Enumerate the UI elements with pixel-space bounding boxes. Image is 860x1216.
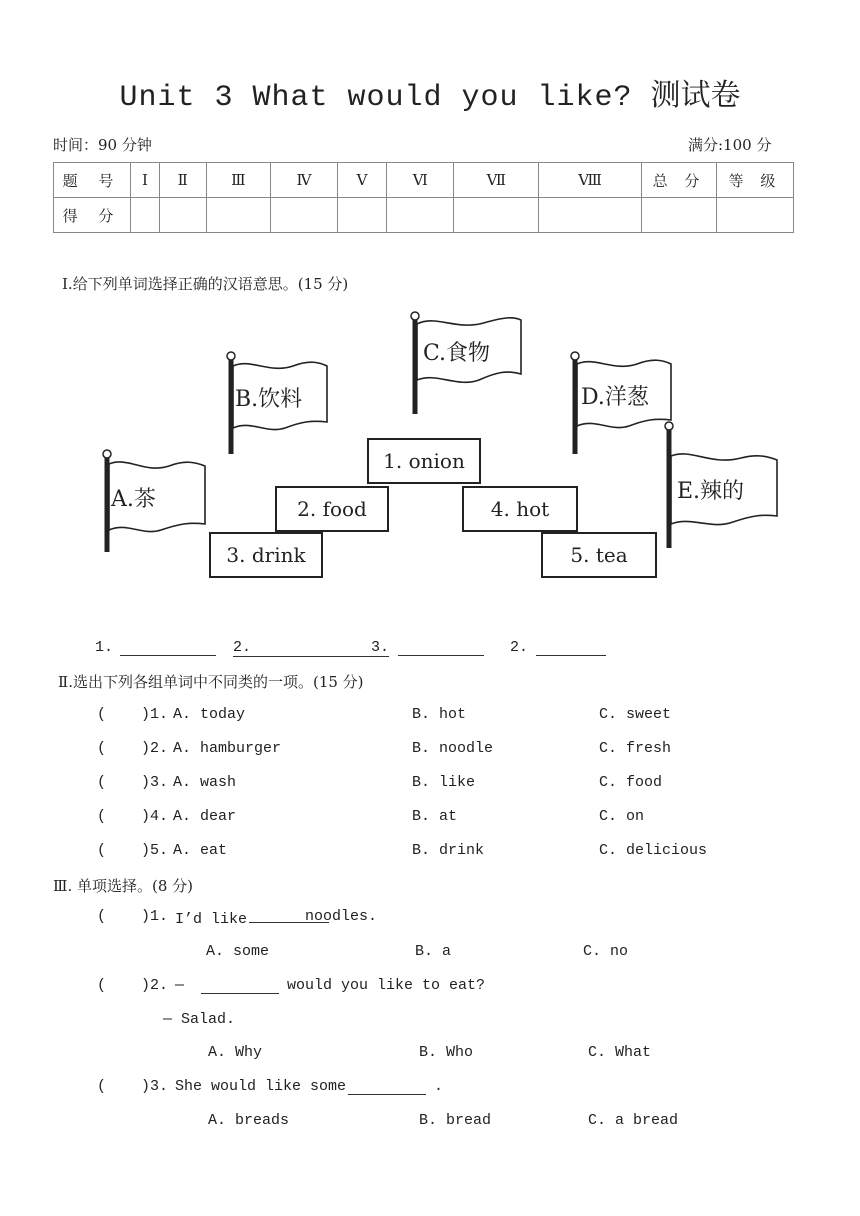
score-cell[interactable] [387,198,454,233]
table-cell: 题 号 [54,163,131,198]
table-cell: Ⅲ [206,163,271,198]
table-cell: Ⅱ [159,163,206,198]
option-a[interactable]: A. wash [173,774,237,791]
question-text-pre: I’d like [175,911,248,928]
question-number: )5. [141,842,169,859]
answer-blank[interactable] [398,641,484,656]
option-c[interactable]: C. on [599,808,645,825]
score-cell[interactable] [642,198,717,233]
flag-label: E.辣的 [677,479,745,504]
question-number: )4. [141,808,169,825]
table-cell: Ⅷ [539,163,642,198]
option-a[interactable]: A. some [206,943,270,960]
option-c[interactable]: C. food [599,774,663,791]
answer-blank[interactable] [536,641,606,656]
score-table-header-row [54,163,794,198]
question-text: She would like some [175,1078,347,1095]
option-c[interactable]: C. a bread [588,1112,679,1129]
flag-a [99,448,211,560]
flag-label: B.饮料 [235,387,303,412]
paren: ( [97,908,107,925]
question-response: — Salad. [163,1011,236,1028]
option-a[interactable]: A. hamburger [173,740,282,757]
option-b[interactable]: B. at [412,808,458,825]
question-number: )1. [141,706,169,723]
flag-label: A.茶 [111,487,156,512]
question-number: )2. [141,740,169,757]
flag-diagram [95,306,795,596]
paren: ( [97,842,107,859]
table-cell: Ⅶ [454,163,539,198]
option-b[interactable]: B. bread [419,1112,492,1129]
paren: ( [97,740,107,757]
score-cell[interactable] [539,198,642,233]
title-english: Unit 3 What would you like? [119,81,633,115]
answer-blank-underlined[interactable] [233,639,389,657]
option-a[interactable]: A. eat [173,842,228,859]
flag-label: C.食物 [423,341,491,366]
question-number: )3. [141,1078,169,1095]
section-1-heading: Ⅰ.给下列单词选择正确的汉语意思。(15 分) [62,275,349,293]
option-c[interactable]: C. sweet [599,706,672,723]
paren: ( [97,977,107,994]
question-text-post: . [434,1078,444,1095]
question-dash: — [175,977,185,994]
table-cell: Ⅵ [387,163,454,198]
flag-b [223,350,335,464]
word-box-hot: 4. hot [462,486,578,532]
word-box-food: 2. food [275,486,389,532]
table-cell: Ⅴ [337,163,386,198]
section-3-heading: Ⅲ. 单项选择。(8 分) [53,877,194,895]
table-cell: 总 分 [642,163,717,198]
paren: ( [97,808,107,825]
question-number: )2. [141,977,169,994]
word-box-drink: 3. drink [209,532,323,578]
score-table [53,162,794,233]
answer-label: 2. [510,639,529,656]
answer-label: 1. [95,639,114,656]
answer-label: 3. [371,639,390,656]
answer-label: 2. [233,639,252,656]
paren: ( [97,774,107,791]
question-text-post: noodles. [305,908,378,925]
answer-blank[interactable] [201,979,279,994]
word-box-tea: 5. tea [541,532,657,578]
table-cell: Ⅳ [271,163,338,198]
option-b[interactable]: B. noodle [412,740,494,757]
option-a[interactable]: A. today [173,706,246,723]
option-c[interactable]: C. no [583,943,629,960]
option-c[interactable]: C. delicious [599,842,708,859]
option-a[interactable]: A. breads [208,1112,290,1129]
table-cell: Ⅰ [131,163,160,198]
option-a[interactable]: A. dear [173,808,237,825]
table-cell: 得 分 [54,198,131,233]
option-c[interactable]: C. fresh [599,740,672,757]
page-title [0,70,860,115]
score-cell[interactable] [454,198,539,233]
score-cell[interactable] [717,198,794,233]
option-b[interactable]: B. Who [419,1044,474,1061]
question-number: )1. [141,908,169,925]
paren: ( [97,706,107,723]
question-text: would you like to eat? [287,977,486,994]
flag-e [661,420,785,556]
option-a[interactable]: A. Why [208,1044,263,1061]
score-cell[interactable] [159,198,206,233]
score-cell[interactable] [337,198,386,233]
option-c[interactable]: C. What [588,1044,652,1061]
answer-blank[interactable] [120,641,216,656]
flag-label: D.洋葱 [581,385,649,410]
option-b[interactable]: B. a [415,943,452,960]
flag-c [407,310,531,424]
exam-time: 时间：90 分钟 [53,136,152,154]
score-cell[interactable] [206,198,271,233]
score-table-score-row [54,198,794,233]
answer-blank[interactable] [348,1080,426,1095]
title-chinese: 测试卷 [650,78,741,113]
full-score: 满分:100 分 [688,136,772,154]
question-number: )3. [141,774,169,791]
option-b[interactable]: B. drink [412,842,485,859]
score-cell[interactable] [271,198,338,233]
score-cell[interactable] [131,198,160,233]
section-2-heading: Ⅱ.选出下列各组单词中不同类的一项。(15 分) [58,673,364,691]
paren: ( [97,1078,107,1095]
word-box-onion: 1. onion [367,438,481,484]
option-b[interactable]: B. like [412,774,476,791]
table-cell: 等 级 [717,163,794,198]
option-b[interactable]: B. hot [412,706,467,723]
